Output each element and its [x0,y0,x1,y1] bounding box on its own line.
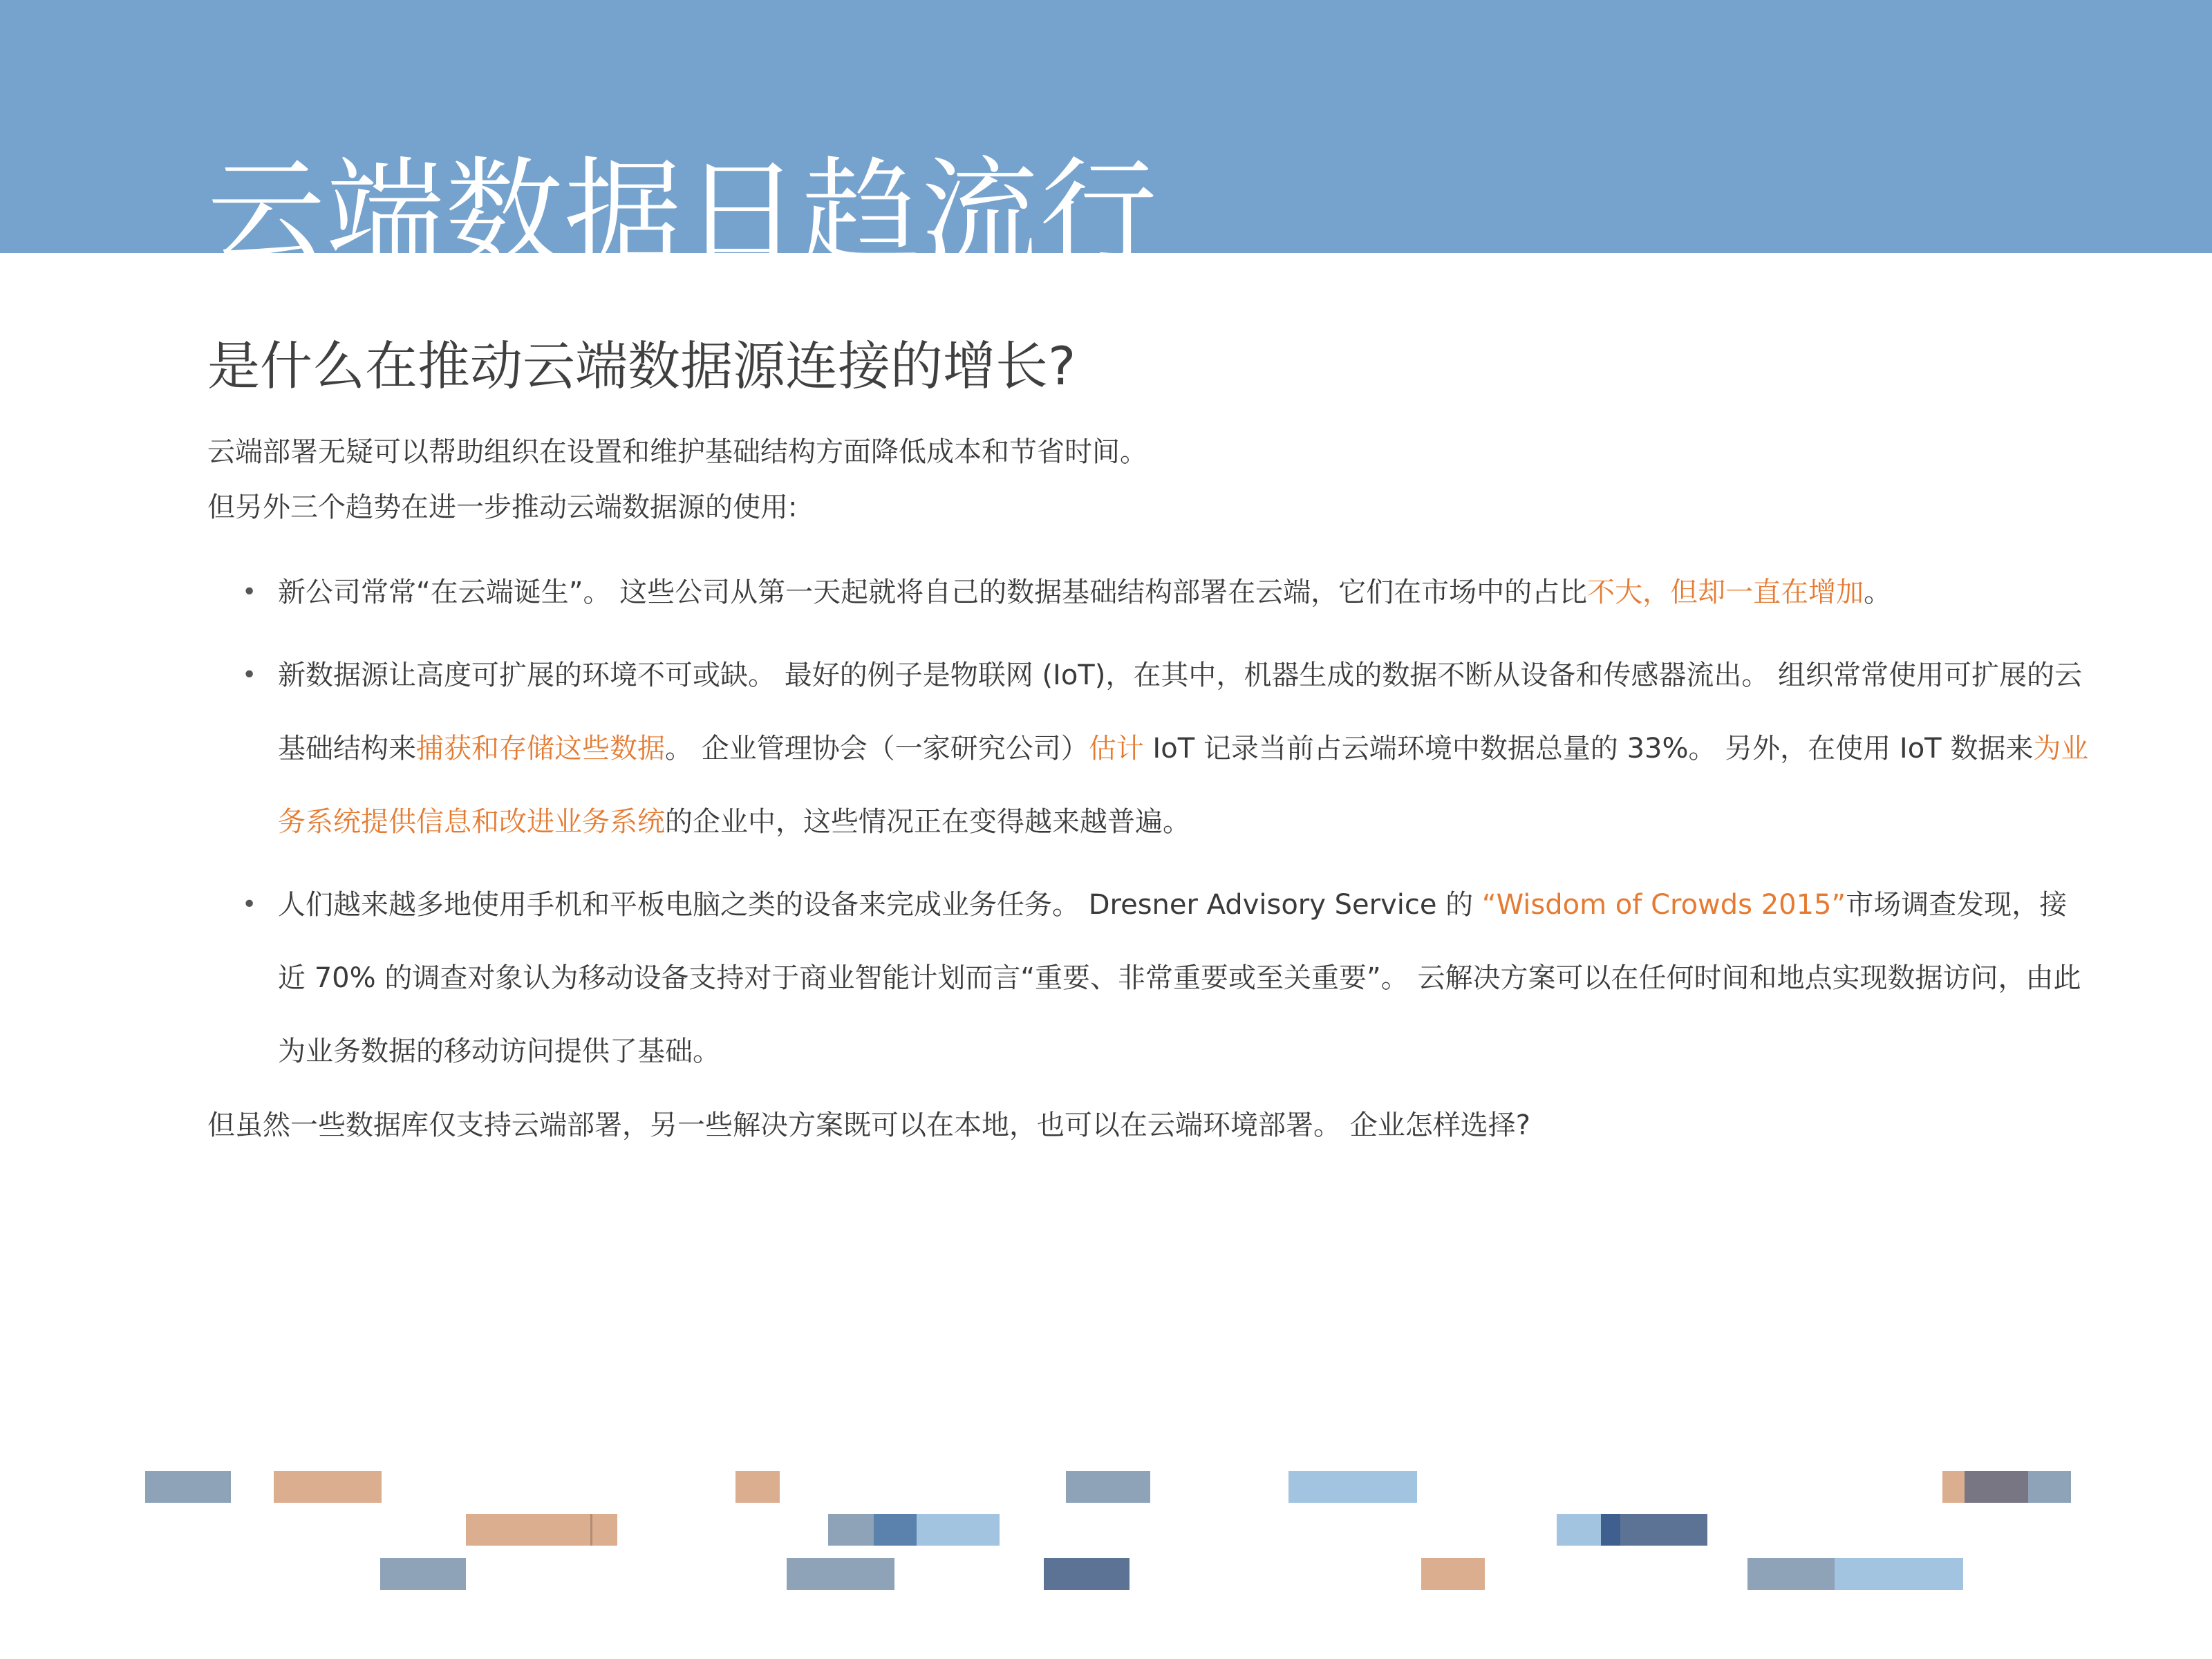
text-run: 。 [1864,577,1892,608]
decorative-bar [1288,1471,1417,1503]
growth-link[interactable]: 不大，但却一直在增加 [1587,577,1864,608]
decorative-bar [145,1471,231,1503]
decorative-bar [787,1558,894,1590]
text-run: 新数据源让高度可扩展的环境不可或缺。 最好的例子是物联网 (IoT)，在其中，机器生成的数据不断从设备和传感器流出。 组织常常使用可扩展的云基础结构来 [278,659,2083,765]
decorative-bar [466,1514,590,1546]
decorative-bar [1557,1514,1601,1546]
page-title: 云端数据日趋流行 [207,145,1159,283]
text-run: 市场调查发现，接近 70% 的调查对象认为移动设备支持对于商业智能计划而言“重要、非常重要或至关重要”。 云解决方案可以在任何时间和地点实现数据访问，由此为业务数据的移动访问提供了基础。 [278,889,2081,1067]
decorative-bar [1835,1558,1963,1590]
list-item [207,556,2212,629]
decorative-bar [874,1514,917,1546]
decorative-bar [1066,1471,1150,1503]
main-content [207,325,2089,1181]
decorative-bar [1965,1471,2028,1503]
closing-paragraph: 但虽然一些数据库仅支持云端部署，另一些解决方案既可以在本地，也可以在云端环境部署。 企业怎样选择? [207,1109,1530,1141]
text-run: 人们越来越多地使用手机和平板电脑之类的设备来完成业务任务。 Dresner Advisory Service 的 [278,889,1482,921]
decorative-bar [1942,1471,1965,1503]
text-run: 的企业中，这些情况正在变得越来越普遍。 [665,806,1190,838]
list-item-text [278,868,2089,1088]
decorative-bar [828,1514,874,1546]
decorative-bar [917,1514,1000,1546]
decorative-bar [1747,1558,1835,1590]
decorative-bar [1601,1514,1620,1546]
bullet-marker: • [242,578,257,606]
header-band [0,0,2212,283]
bullet-marker: • [242,661,257,689]
intro-line-2: 但另外三个趋势在进一步推动云端数据源的使用: [207,491,798,523]
list-item [207,868,2212,1088]
trend-list [207,556,2089,1088]
list-item [207,639,2212,859]
text-run: 。 企业管理协会（一家研究公司） [665,733,1089,765]
business-systems-link[interactable]: 为业务系统提供信息和改进业务系统 [278,733,2089,838]
decorative-bar [380,1558,466,1590]
decorative-bar [590,1514,617,1546]
intro-line-1: 云端部署无疑可以帮助组织在设置和维护基础结构方面降低成本和节省时间。 [207,436,1147,468]
section-heading: 是什么在推动云端数据源连接的增长? [207,335,1076,397]
decorative-bar [735,1471,780,1503]
decorative-bar [1044,1558,1130,1590]
text-run: 新公司常常“在云端诞生”。 这些公司从第一天起就将自己的数据基础结构部署在云端，它们在市场中的占比 [278,577,1588,608]
decorative-bar [1620,1514,1707,1546]
list-item-text [278,556,2089,629]
capture-store-link[interactable]: 捕获和存储这些数据 [416,733,665,765]
wisdom-of-crowds-link[interactable]: “Wisdom of Crowds 2015” [1481,889,1846,921]
decorative-bar [2028,1471,2071,1503]
bullet-marker: • [242,890,257,919]
decorative-bar [1421,1558,1485,1590]
decorative-bar [274,1471,382,1503]
text-run: IoT 记录当前占云端环境中数据总量的 33%。 另外，在使用 IoT 数据来 [1143,733,2034,765]
estimate-link[interactable]: 估计 [1088,733,1144,765]
list-item-text [278,639,2089,859]
